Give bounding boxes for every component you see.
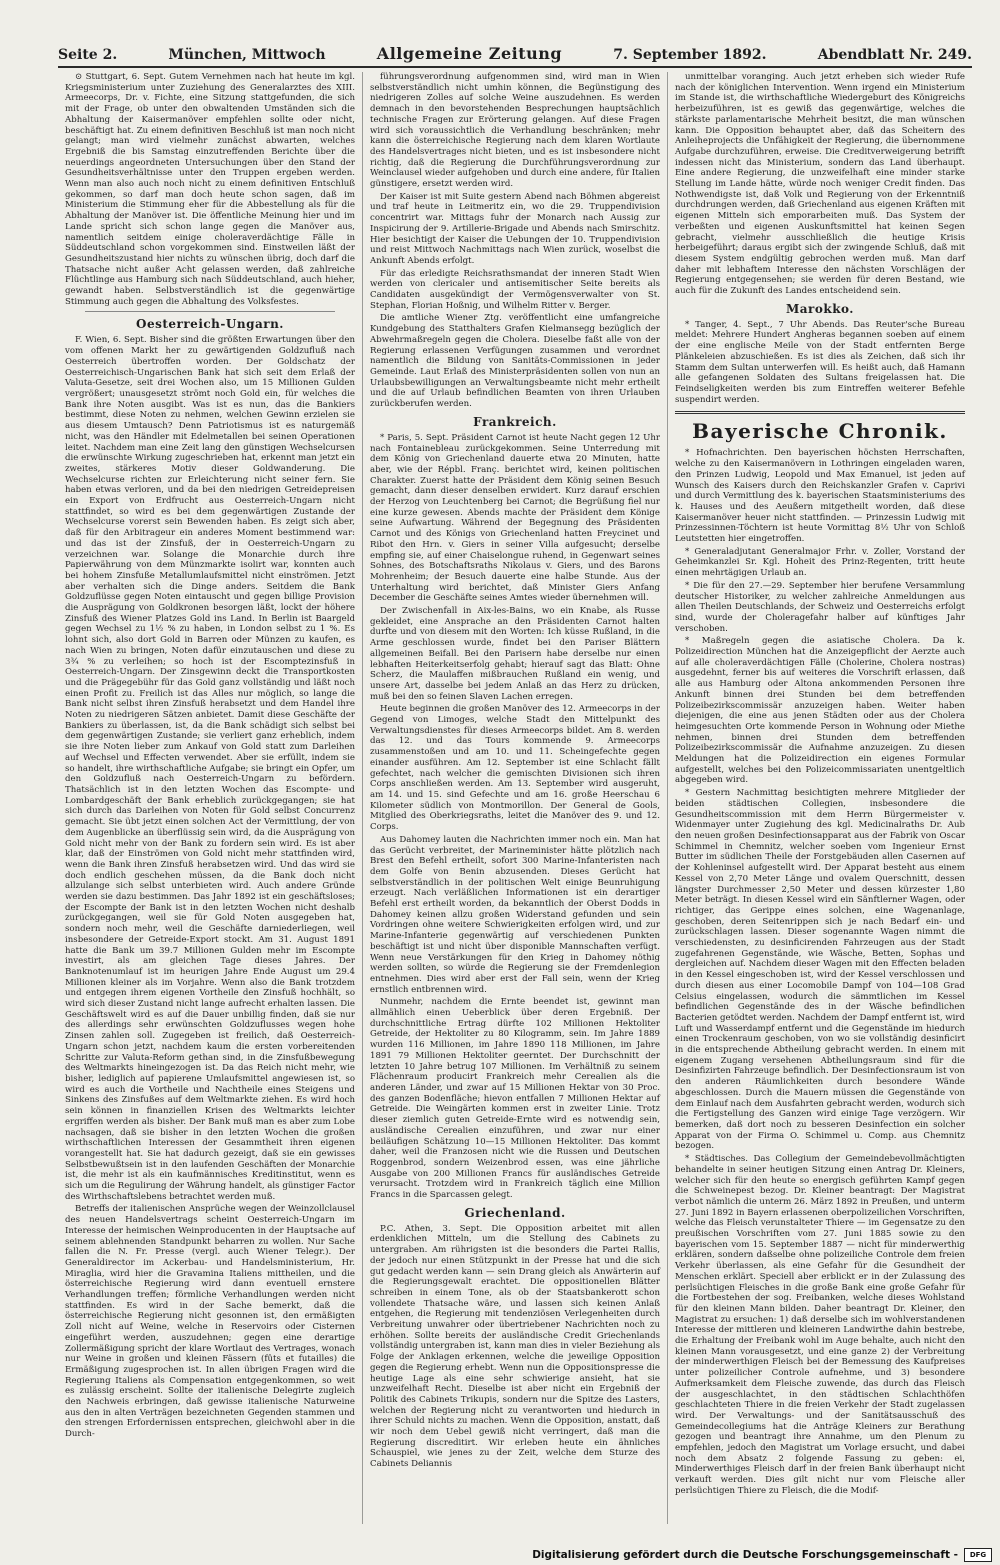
- column-3: [668, 72, 972, 1524]
- newspaper-title: Allgemeine Zeitung: [376, 44, 563, 63]
- article-desinfection: * Gestern Nachmittag besichtigten mehrere Mitglieder der beiden städtischen Collegien, insbesondere die Gesundheitscommission mit dem Herrn Bürgermeister v. Widenmayer unter Zugiehung des kgl. Medicinalraths Dr. Aub den neuen großen Desinfectionsapparat aus der Fabrik von Oscar Schimmel in Chemnitz, welcher soeben vom Ingenieur Ernst Butter im südlichen Theile der Forstgebäuden allen Casernen auf der Kohleninsel aufgestellt wird. Der Apparat besteht aus einem Kessel von 2,70 Meter Länge und ovalem Querschnitt, dessen längster Durchmesser 2,50 Meter und dessen kürzester 1,80 Meter beträgt. In diesen Kessel wird ein Sänftlerner Wagen, oder richtiger, das Gerippe eines solchen, eine Wagenanlage, geschoben, deren Seitenrippen sich je nach Bedarf ein- und zurückschlagen lassen. Dieser sogenannte Wagen nimmt die verschiedensten, zu desinficirenden Fahrzeugen aus der Stadt zugefahrenen Gegenstände, wie Wäsche, Betten, Sophas und dergleichen auf. Nachdem dieser Wagen mit den Effecten beladen in den Kessel eingeschoben ist, wird der Kessel verschlossen und durch diesen aus einer Locomobile Dampf von 104—108 Grad Celsius eingelassen, wodurch die sämmtlichen im Kessel befindlichen Gegenstände des in der Wäsche befindlichen Bacterien getödtet werden. Nachdem der Dampf entfernt ist, wird Luft und Wasserdampf entfernt und die Gegenstände im hiedurch einen Trockenraum geschoben, von wo sie vollständig desinficirt in die entsprechende Abtheilung gebracht werden. In einem mit eigenem Zugang versehenen Abtheilungsraum sind für die Desinfizirten Fahrzeuge befindlich. Der Desinfectionsraum ist von den anderen Räumlichkeiten durch besondere Wände abgeschlossen. Durch die Mauern müssen die Gegenstände von dem Einlauf nach dem Ausfahrten gebracht werden, wodurch sich die Fertigstellung des Ganzen wird einige Tage verzögern. Wir bemerken, daß dort noch zu besseren Desinfection ein solcher Apparat von der Firma O. Schimmel u. Comp. aus Chemnitz bezogen.: [675, 788, 965, 1152]
- divider: [85, 311, 335, 312]
- article-reichsrath: Für das erledigte Reichsrathsmandat der inneren Stadt Wien werden von clericaler und antisemitischer Seite bereits als Candidaten ausgekündigt der Vermögensverwalter von St. Stephan, Florian Hoßnig, und Wilhelm Ritter v. Berger.: [370, 268, 660, 311]
- article-dahomey: Aus Dahomey lauten die Nachrichten immer noch ein. Man hat das Gerücht verbreitet, der Marineminister hätte plötzlich nach Brest den Befehl ertheilt, sofort 300 Marine-Infanteristen nach dem Golfe von Benin abzusenden. Dieses Gerücht hat selbstverständlich in der politischen Welt einige Beunruhigung erzeugt. Nach verläßlichen Informationen ist ein derartiger Befehl erst ertheilt worden, da bekanntlich der Oberst Dodds in Dahomey keinen allzu großen Widerstand gefunden und sein Vordringen ohne weitere Schwierigkeiten erfolgen wird, und zur Marine-Infanterie gegenwärtig auf verschiedenen Punkten beschäftigt ist und nicht über disponible Mannschaften verfügt. Wenn neue Verstärkungen für den Krieg in Dahomey nöthig werden sollten, so würde die Regierung sie der Fremdenlegion entnehmen. Dies wird aber erst der Fall sein, wenn der Krieg ernstlich entbrennen wird.: [370, 834, 660, 995]
- footer-credit: Digitalisierung gefördert durch die Deutsche Forschungsgemeinschaft -: [532, 1549, 958, 1561]
- article-paris: * Paris, 5. Sept. Präsident Carnot ist heute Nacht gegen 12 Uhr nach Fontainebleau zurückgekommen. Seine Unterredung mit dem König von Griechenland dauerte etwa 20 Minuten, hatte aber, wie der Répbl. Franç. berichtet wird, keinen politischen Charakter. Zuerst hatte der Präsident dem König seinen Besuch gemacht, dann dieser denselben erwidert. Kurz darauf erschien der Herzog von Leuchtenberg bei Carnot; die Begrüßung fiel nur eine kurze gewesen. Abends machte der Präsident dem Könige seine Aufwartung. Während der Begegnung des Präsidenten Carnot und des Königs von Griechenland hatten Freycinet und Ribot den Hrn. v. Giers in seiner Villa aufgesucht; derselbe empfing sie, auf einer Chaiselongue ruhend, in Gegenwart seines Sohnes, des Botschaftsraths Nikolaus v. Giers, und des Barons Mohrenheim; der Besuch dauerte eine halbe Stunde. Aus der Unterhaltung wird berichtet, daß Minister Giers Anfang December die Geschäfte seines Amtes wieder übernehmen will.: [370, 432, 660, 604]
- section-heading-greece: Griechenland.: [464, 1205, 566, 1220]
- place-date-line: München, Mittwoch: [168, 47, 326, 63]
- column-2: [363, 72, 668, 1524]
- section-heading-austria: Oesterreich-Ungarn.: [136, 317, 284, 332]
- text-columns: [58, 72, 972, 1524]
- section-heading-bavaria: Bayerische Chronik.: [675, 411, 965, 444]
- article-kaiser: Der Kaiser ist mit Suite gestern Abend nach Böhmen abgereist und traf heute in Leitmeritz ein, wo die 29. Truppendivision concentrirt war. Mittags fuhr der Monarch nach Aussig zur Inspicirung der 9. Artillerie-Brigade und Abends nach Smirschitz. Hier besichtigt der Kaiser die Uebungen der 10. Truppendivision und reist Mittwoch Nachmittags nach Wien zurück, woselbst die Ankunft Abends erfolgt.: [370, 191, 660, 266]
- article-ernte: Nunmehr, nachdem die Ernte beendet ist, gewinnt man allmählich einen Ueberblick über deren Ergebniß. Der durchschnittliche Ertrag dürfte 102 Millionen Hektoliter Getreide, der Hektoliter zu 80 Kilogramm, sein. Im Jahre 1889 wurden 116 Millionen, im Jahre 1890 118 Millionen, im Jahre 1891 79 Millionen Hektoliter geerntet. Der Durchschnitt der letzten 10 Jahre betrug 107 Millionen. Im Verhältniß zu seinem Flächenraum producirt Frankreich mehr Cerealien als die anderen Länder, und zwar auf 15 Millionen Hektar von 30 Proc. des ganzen Bodenfläche; hievon entfallen 7 Millionen Hektar auf Getreide. Die Weingärten kommen erst in zweiter Linie. Trotz dieser ziemlich guten Getreide-Ernte wird es notwendig sein, ausländische Cerealien einzuführen, und zwar nur einer beiläufigen Schätzung 10—15 Millionen Hektoliter. Das kommt daher, weil die Franzosen nicht wie die Russen und Deutschen Roggenbrod, sondern Weizenbrod essen, was eine jährliche Ausgabe von 200 Millionen Francs für ausländisches Getreide verursacht. Trotzdem wird in Frankreich täglich eine Million Francs in die Sparcassen gelegt.: [370, 997, 660, 1201]
- article-hofnachrichten: * Hofnachrichten. Den bayerischen höchsten Herrschaften, welche zu den Kaisermanövern in Lothringen eingeladen waren, den Prinzen Ludwig, Leopold und Max Emanuel, ist jeden auf Wunsch des Kaisers durch den Reichskanzler Grafen v. Caprivi und durch Vermittlung des k. bayerischen Staatsministeriums des k. Hauses und des Aeußern mitgetheilt worden, daß diese Kaisermanöver heuer nicht stattfinden. — Prinzessin Ludwig mit Prinzessinnen-Töchtern ist heute Vormittag 8½ Uhr von Schloß Leutstetten hier eingetroffen.: [675, 448, 965, 545]
- article-weinzoll: Betreffs der italienischen Ansprüche wegen der Weinzollclausel des neuen Handelsvertrags scheint Oesterreich-Ungarn im Interesse der heimischen Weinproducenten in der Hauptsache auf seinem ablehnenden Standpunkt beharren zu wollen. Nur Sache fallen die N. Fr. Presse (vergl. auch Wiener Telegr.). Der Generaldirector im Ackerbau- und Handelsministerium, Hr. Miraglia, wird hier die Gravamina Italiens mittheilen, und die österreichische Regierung wird dann eventuell ernstere Verhandlungen treffen; förmliche Verhandlungen werden nicht stattfinden. Es wird in der Sache bemerkt, daß die österreichische Regierung nicht gesonnen ist, den ermäßigten Zoll nicht auf Weine, welche in Reservoirs oder Cisternen eingeführt werden, auszudehnen; gegen eine derartige Zollermäßigung spricht der klare Wortlaut des Vertrages, wonach nur Weine in großen und kleinen Fässern (fûts et futailles) die Ermäßigung zugesprochen ist. In allen übrigen Fragen wird die Regierung Italiens als Compensation entgegenkommen, so weit es zulässig erscheint. Sollte der italienische Delegirte zugleich den Nachweis erbringen, daß gewisse italienische Naturweine aus den in alten Verträgen bezeichneten Gegenden stammen und den strengen Erfordernissen entsprechen, gleichwohl aber in die Durch-: [65, 1204, 355, 1440]
- article-manoever: Heute beginnen die großen Manöver des 12. Armeecorps in der Gegend von Limoges, welche Stadt den Mittelpunkt des Verwaltungsdienstes für dieses Armeecorps bildet. Am 8. werden das 12. und das Tours kommende 9. Armeecorps zusammenstoßen und am 10. und 11. Scheingefechte gegen einander ausführen. Am 12. September ist eine Schlacht fällt gefechtet, nach welcher die gemischten Divisionen sich ihren Corps anschließen werden. Am 13. September wird ausgeruht, am 14. und 15. sind Gefechte und am 16. große Heerschau 6 Kilometer südlich von Montmorillon. Der General de Gools, Mitglied des Oberkriegsraths, leitet die Manöver des 9. und 12. Corps.: [370, 704, 660, 833]
- edition-number: Abendblatt Nr. 249.: [817, 47, 972, 63]
- page-header: [58, 40, 972, 68]
- article-cholera-wien: Die amtliche Wiener Ztg. veröffentlicht eine umfangreiche Kundgebung des Statthalters Grafen Kielmansegg bezüglich der Abwehrmaßregeln gegen die Cholera. Dieselbe faßt alle von der Regierung erlassenen Verfügungen zusammen und verordnet namentlich die Bildung von Sanitäts-Commissionen in jeder Gemeinde. Laut Erlaß des Ministerpräsidenten sollen von nun an Urlaubsbewilligungen an Verwaltungsbeamte nicht mehr ertheilt und die auf Urlaub befindlichen Beamten von ihren Urlauben zurückberufen werden.: [370, 313, 660, 410]
- section-heading-france: Frankreich.: [473, 414, 557, 429]
- article-weinzoll-cont: führungsverordnung aufgenommen sind, wird man in Wien selbstverständlich nicht umhin können, die Begünstigung des niedrigeren Zolles auf solche Weine auszudehnen. Es werden demnach in den bevorstehenden Besprechungen hauptsächlich technische Fragen zur Erörterung gelangen. Auf diese Fragen wird sich voraussichtlich die Verhandlung beschränken; mehr kann die österreichische Regierung nach dem klaren Wortlaute des Handelsvertrages nicht bieten, und es ist insbesondere nicht richtig, daß die Regierung die Durchführungsverordnung zur Weinclausel wieder aufgehoben und durch eine andere, für Italien günstigere, ersetzt werden wird.: [370, 72, 660, 190]
- article-tanger: * Tanger, 4. Sept., 7 Uhr Abends. Das Reuter'sche Bureau meldet: Mehrere Hundert Angheras begannen soeben auf einem der eine englische Meile von der Stadt entfernten Berge Plänkeleien abzuschießen. Es ist dies als Zeichen, daß sich ihr Stamm dem Sultan unterwerfen will. Es heißt auch, daß Hamann alle gefangenen Soldaten des Sultans freigelassen hat. Die Feindseligkeiten werden bis zum Eintreffen weiterer Befehle suspendirt werden.: [675, 319, 965, 405]
- article-cholera-massregeln: * Maßregeln gegen die asiatische Cholera. Da k. Polizeidirection München hat die Anzeigepflicht der Aerzte auch auf alle choleraverdächtigen Fälle (Cholerine, Cholera nostras) ausgedehnt, ferner bis auf weiteres die Vorschrift erlassen, daß alle aus Hamburg oder Altona ankommenden Personen ihre Ankunft binnen drei Stunden bei dem betreffenden Polizeibezirkscommissär anzuzeigen haben. Weiter haben diejenigen, die eine aus jenen Städten oder aus der Cholera heimgesuchten Orte kommende Person in Wohnung oder Miethe nehmen, binnen drei Stunden dem betreffenden Polizeibezirkscommissär die Aufnahme anzuzeigen. Zu diesen Meldungen hat die Polizeidirection ein eigenes Formular aufgestellt, welches bei den Polizeicommissariaten unentgeltlich abgegeben wird.: [675, 636, 965, 786]
- dfg-logo-icon: DFG: [964, 1548, 992, 1562]
- column-1: [58, 72, 363, 1524]
- article-zoller: * Generaladjutant Generalmajor Frhr. v. Zoller, Vorstand der Geheimkanzlei Sr. Kgl. Hoheit des Prinz-Regenten, tritt heute einen mehrtägigen Urlaub an.: [675, 546, 965, 579]
- section-heading-morocco: Marokko.: [786, 301, 854, 316]
- issue-date: 7. September 1892.: [613, 47, 767, 63]
- article-stuttgart: ⊙ Stuttgart, 6. Sept. Gutem Vernehmen nach hat heute im kgl. Kriegsministerium unter Zuziehung des Generalarztes des XIII. Armeecorps, Dr. v. Fichte, eine Sitzung stattgefunden, die sich mit der Frage, ob unter den obwaltenden Umständen sich die Abhaltung der Kaisermanöver empfehlen sollte oder nicht, beschäftigt hat. Zu einem definitiven Beschluß ist man noch nicht gelangt; man wird vielmehr zunächst abwarten, welches Ergebniß die bis Samstag einzutreffenden Berichte über die neuerdings angeordneten Untersuchungen über den Stand der Gesundheitsverhältnisse unter den Truppen ergeben werden. Wenn man also auch noch nicht zu einem definitiven Entschluß gekommen, so darf man doch heute schon sagen, daß im Ministerium die Stimmung eher für die Abbestellung als für die Abhaltung der Manöver ist. Die öffentliche Meinung hier und im Lande spricht sich schon lange gegen die Manöver aus, namentlich seitdem einige choleraverdächtige Fälle in Süddeutschland schon vorgekommen sind. Einstweilen läßt der Gesundheitszustand hier nichts zu wünschen übrig, doch darf die Thatsache nicht außer Acht gelassen werden, daß zahlreiche Flüchtlinge aus Hamburg sich nach Süddeutschland, auch hieher, gewandt haben. Selbstverständlich ist die gegenwärtige Stimmung auch gegen die Abhaltung des Volksfestes.: [65, 72, 355, 307]
- article-athen-cont: unmittelbar voranging. Auch jetzt erheben sich wieder Rufe nach der königlichen Intervention. Wenn irgend ein Ministerium im Stande ist, die wirthschaftliche Wiedergeburt des Königreichs herbeizuführen, ist es gewiß das gegenwärtige, welches die stärkste parlamentarische Mehrheit besitzt, die man wünschen kann. Die Opposition behauptet aber, daß das Scheitern des Anleiheprojects die Unfähigkeit der Regierung, die übernommene Aufgabe durchzuführen, erweise. Die Creditverweigerung betrifft indessen nicht das Ministerium, sondern das Land überhaupt. Eine andere Regierung, die unzweifelhaft eine minder starke Stellung im Lande hätte, würde noch weniger Credit finden. Das Nothwendigste ist, daß Volk und Regierung von der Erkenntniß durchdrungen werden, daß Griechenland aus eigenen Kräften mit eigenen Mitteln sich emporarbeiten muß. Das System der verbeßten und eigenen Auskunftsmittel hat keinen Segen gebracht, vielmehr ausschließlich die heutige Krisis herbeigeführt; daraus ergibt sich der zwingende Schluß, daß mit diesem System endgültig gebrochen werden muß. Man darf daher mit lebhaftem Interesse den nächsten Vorschlägen der Regierung entgegensehen; sie werden für deren Bestand, wie auch für die Zukunft des Landes entscheidend sein.: [675, 72, 965, 297]
- page-number: Seite 2.: [58, 47, 118, 63]
- article-staedtisches: * Städtisches. Das Collegium der Gemeindebevollmächtigten behandelte in seiner heutigen Sitzung einen Antrag Dr. Kleiners, welcher sich für den heute so energisch geführten Kampf gegen die Schweinepest bezog. Dr. Kleiner beantragt: Der Magistrat verbot nämlich die unterm 26. März 1892 in Preußen, und unterm 27. Juni 1892 in Bayern erlassenen oberpolizeilichen Vorschriften, welche das Fleisch verunstalteter Thiere — im Gegensatze zu den preußischen Vorschriften vom 27. Juni 1885 sowie zu den bayerischen vom 15. September 1887 — nicht für minderwerthig erklären, sondern daßselbe ohne polizeiliche Controle dem freien Verkehr überlassen, als eine Gefahr für die Gesundheit der Menschen erklärt. Speciell aber erblickt er in der Zulassung des perlsüchtigen Fleisches in die große Bank eine große Gefahr für die Fortbestehen der sog. Freibanken, welche dieses Wohlstand für den kleinen Mann bilden. Daher beantragt Dr. Kleiner, den Magistrat zu ersuchen: 1) daß derselbe sich im wohlverstandenen Interesse der mittleren und kleineren Landwirthe dahin bestrebe, die Erhaltung der Freibank wohl im Auge behalte, auch nicht den kleinen Mann vorausgesetzt, und eine ganze 2) der Verbreitung der minderwerthigen Fleisch bei der Bemessung des Kaufpreises unter polizeilicher Controle aufnehme, und 3) besondere Aufmerksamkeit dem Fleische zuwende, das durch das Fleisch der ausgeschlachtet, in den städtischen Schlachthöfen geschlachteten Thiere in die freien Verkehr der Stadt zugelassen wird. Der Verwaltungs- und der Sanitätsausschuß des Gemeindecollegiums hat die Anträge Kleiners zur Berathung gezogen und beantragt ihre Annahme, um den Plenum zu empfehlen, jedoch den Magistrat um Vorlage ersucht, und dabei noch dem Absatz 2 folgende Fassung zu geben: ei, Minderwerthiges Fleisch darf in der freien Bank überhaupt nicht verkauft werden. Dies gilt nicht nur vom Fleische aller perlsüchtigen Thiere zu Fleisch, die die Modif-: [675, 1154, 965, 1496]
- article-wien: F. Wien, 6. Sept. Bisher sind die größten Erwartungen über den vom offenen Markt her zu gewärtigenden Goldzufluß nach Oesterreich übertroffen worden. Der Goldschatz der Oesterreichisch-Ungarischen Bank hat sich seit dem Erlaß der Valuta-Gesetze, seit drei Wochen also, um 15 Millionen Gulden vergrößert; unausgesetzt strömt noch Gold ein, für welches die Bank ihre Noten ausgibt. Was ist es nun, das die Bankiers bestimmt, diese Noten zu nehmen, welchen Gewinn erzielen sie aus diesem Umtausch? Denn Patriotismus ist es naturgemäß nicht, was den Händler mit Edelmetallen bei seinen Operationen leitet. Nachdem man eine Zeit lang den günstigen Wechselcursen die erwünschte Wirkung zugeschrieben hat, erkennt man jetzt ein zweites, stärkeres Motiv dieser Goldwanderung. Die Wechselcurse richten zur Erleichterung nicht seiner fern. Sie haben etwas verloren, und da bei den niedrigen Getreidepreisen ein Export von Erdfrucht aus Oesterreich-Ungarn nicht stattfindet, so wird es bei dem gegenwärtigen Zustande der Wechselcurse vorerst sein Bewenden haben. Es zeigt sich aber, daß für den Arbitrageur ein anderes Moment bestimmend war: und das ist der Zinsfuß, der in Oesterreich-Ungarn zu verzeichnen war. Solange die Monarchie durch ihre Papierwährung von dem Münzmarkte isolirt war, konnten auch bei hohem Zinsfuße Metallumlaufsmittel nicht einströmen. Jetzt aber verhalten sich die Dinge anders. Seitdem die Bank Goldzuflüsse gegen Noten eintauscht und gegen billige Provision die Ausprägung von Goldkronen besorgen läßt, lockt der höhere Zinsfuß des Wiener Platzes Gold ins Land. In Berlin ist Baargeld gegen Wechsel zu 1½ % zu haben, in London selbst zu 1 %. Es lohnt sich, also dort Gold in Barren oder Münzen zu kaufen, es nach Wien zu bringen, Noten dafür einzutauschen und diese zu 3¾ % zu verleihen; so hoch ist der Escomptezinsfuß in Oesterreich-Ungarn. Der Zinsgewinn deckt die Transportkosten und die Prägegebühr für das Gold ganz vollständig und läßt noch einen Profit zu. Freilich ist das Alles nur möglich, so lange die Bank nicht selbst ihren Zinsfuß herabsetzt und dem Handel ihre Noten zu niedrigeren Sätzen anbietet. Damit diese Geschäfte der Bankiers zu überlassen, ist, da die Bank schädigt sich selbst bei dem gegenwärtigen Zustande; sie verliert ganz erheblich, indem sie ihre Noten lieber zum Ankauf von Gold statt zum Darleihen auf Wechsel und Effecten verwendet. Aber sie erfüllt, indem sie so handelt, ihre wirthschaftliche Aufgabe; sie bringt ein Opfer, um den Goldzufluß nach Oesterreich-Ungarn zu befördern. Thatsächlich ist in den letzten Wochen das Escompte- und Lombardgeschäft der Bank erheblich zurückgegangen; sie hat sich durch das Darleihen von Noten für Gold selbst Concurrenz gemacht. Sie übt jetzt einen solchen Act der Vermittlung, der von dem Augenblicke an überflüssig sein wird, da die Ausprägung von Gold nicht mehr von der Bank zu fordern sein wird. Es ist aber klar, daß der Einströmen von Gold nicht mehr stattfinden wird, wenn die Bank ihren Zinsfuß herabsetzen wird. Und das wird sie doch endlich geschehen müssen, da die Bank doch nicht allzulange sich selbst unterbieten wird. Auch andere Gründe werden sie dazu bestimmen. Das Jahr 1892 ist ein geschäftsloses; der Escompte der Bank ist in den letzten Wochen nicht deshalb zurückgegangen, weil sie für Gold Noten ausgegeben hat, sondern noch mehr, weil die Geschäfte darniederliegen, weil insbesondere der Getreide-Export stockt. Am 31. August 1891 hatte die Bank um 39.7 Millionen Gulden mehr im Escompte investirt, als am gleichen Tage dieses Jahres. Der Banknotenumlauf ist im heurigen Jahre Ende August um 29.4 Millionen kleiner als im Vorjahre. Wenn also die Bank trotzdem und entgegen ihrem eigenen Vortheile den Zinsfuß hochhält, so wird sich dieser Zustand nicht lange aufrecht erhalten lassen. Die Geschäftswelt wird es auf die Dauer unbillig finden, daß sie nur des allerdings sehr erwünschten Goldzuflusses wegen hohe Zinsen zahlen soll. Zugegeben ist freilich, daß Oesterreich-Ungarn schon jetzt, nachdem kaum die ersten vorbereitenden Schritte zur Valuta-Reform gethan sind, in die Zinsfußbewegung des Weltmarkts hineingezogen ist. Da das Reich nicht mehr, wie bisher, lediglich auf papierene Umlaufsmittel angewiesen ist, so wird es auch die Vortheile und Nachtheile eines Steigens und Sinkens des Zinsfußes auf dem Weltmarkte ziehen. Es wird hoch sein können in finanziellen Krisen des Weltmarkts leichter ergriffen werden als bisher. Der Bank muß man es aber zum Lobe nachsagen, daß sie bisher in den letzten Wochen die großen wirthschaftlichen Interessen der Gesammtheit ihren eigenen vorangestellt hat. Sie hat dadurch gezeigt, daß sie ein gewisses Selbstbewußtsein ist in den laufenden Geschäften der Monarchie ist, die mehr ist als ein kaufmännisches Kreditinstitut, wenn es sich um die Regulirung der Währung handelt, als günstiger Factor des Wirthschaftslebens betrachtet werden muß.: [65, 335, 355, 1202]
- article-athen: P.C. Athen, 3. Sept. Die Opposition arbeitet mit allen erdenklichen Mitteln, um die Stellung des Cabinets zu untergraben. Am rührigsten ist die besonders die Partei Rallis, der jedoch nur einen Stützpunkt in der Presse hat und die sich gut gedacht werden kann — sein Drang gleich als Anwärterin auf die Regierungsgewalt erachtet. Die oppositionellen Blätter schreiben in einem Tone, als ob der Staatsbankerott schon vollendete Thatsache wäre, und lassen sich keinen Anlaß entgehen, die Regierung mit tendenziösen Verlegenheiten durch Verbreitung unwahrer oder übertriebener Nachrichten noch zu erhöhen. Sollte bereits der ausländische Credit Griechenlands vollständig untergraben ist, kann man dies in vieler Beziehung als Folge der Anklagen erkennen, welche die jeweilige Opposition gegen die Regierung erhebt. Wenn nun die Oppositionspresse die heutige Lage als eine sehr schwierige ansieht, hat sie unzweifelhaft Recht. Dieselbe ist aber nicht ein Ergebniß der Politik des Cabinets Trikupis, sondern nur die Spitze des Lasters, welchen der Regierung nicht zu verantworten und hiedurch in ihrer Schuld nichts zu machen. Wenn die Opposition, anstatt, daß wir noch dem Uebel gewiß nicht verringert, daß man die Regierung discreditirt. Wir erleben heute ein ähnliches Schauspiel, wie jenes zu der Zeit, welche dem Sturze des Cabinets Deliannis: [370, 1223, 660, 1470]
- article-historiker: * Die für den 27.—29. September hier berufene Versammlung deutscher Historiker, zu welcher zahlreiche Anmeldungen aus allen Theilen Deutschlands, der Schweiz und Oesterreichs erfolgt sind, wurde der Choleragefahr halber auf künftiges Jahr verschoben.: [675, 580, 965, 634]
- digitization-footer: [0, 1545, 1000, 1565]
- article-aix: Der Zwischenfall in Aix-les-Bains, wo ein Knabe, als Russe gekleidet, eine Ansprache an den Präsidenten Carnot halten durfte und von diesem mit den Worten: Ich küsse Rußland, in die Arme geschlossen wurde, findet bei den Pariser Blättern allgemeinen Beifall. Bei den Parisern habe derselbe nur einen lebhaften Heiterkeitserfolg gehabt; hierauf sagt das Blatt: Ohne Scherz, die Maulaffen mißbrauchen Rußland ein wenig, und unsere Art, dasselbe bei jedem Anlaß an das Herz zu drücken, muß bei den so feinen Slaven Lachen erregen.: [370, 606, 660, 702]
